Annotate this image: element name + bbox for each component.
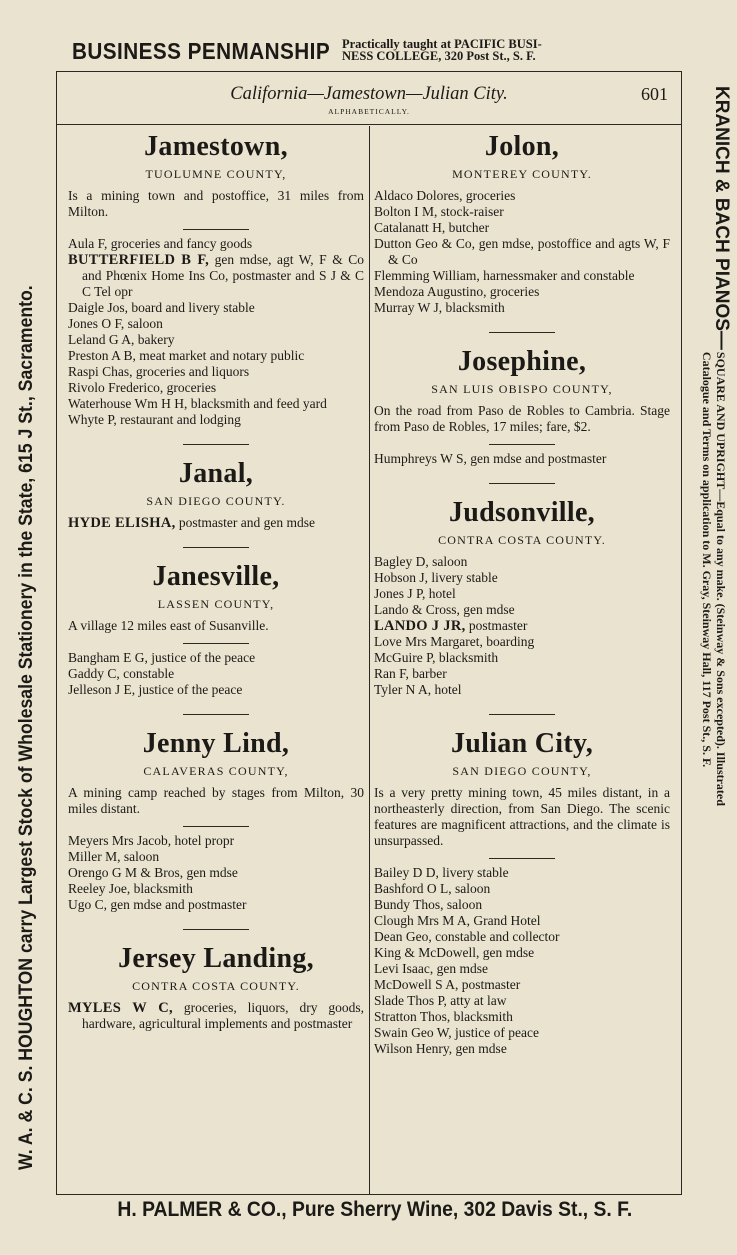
entry-text: Gaddy C, constable (68, 666, 175, 681)
directory-entry (374, 1041, 670, 1057)
top-ad-detail-line: Practically taught at PACIFIC BUSI- (342, 37, 542, 51)
county-name: CONTRA COSTA COUNTY. (438, 533, 606, 547)
bottom-advertisement (60, 1198, 690, 1222)
entry-name-bold: BUTTERFIELD B F, (68, 252, 210, 268)
directory-entry (374, 220, 670, 236)
directory-entry (68, 316, 364, 332)
directory-entry (68, 881, 364, 897)
entry-text: postmaster and gen mdse (175, 515, 316, 530)
directory-entry (374, 586, 670, 602)
county-name: SAN DIEGO COUNTY. (146, 494, 286, 508)
directory-entry (68, 412, 364, 428)
entry-text: Humphreys W S, gen mdse and postmaster (374, 451, 607, 466)
short-divider (183, 643, 249, 644)
town-section (68, 444, 364, 531)
entry-text: Miller M, saloon (68, 849, 160, 864)
entry-text: Waterhouse Wm H H, blacksmith and feed yard (68, 396, 327, 411)
town-name: Julian City, (450, 728, 594, 759)
directory-list (68, 833, 364, 913)
directory-entry (68, 332, 364, 348)
top-ad-detail-line: NESS COLLEGE, 320 Post St., S. F. (342, 49, 536, 63)
entry-text: King & McDowell, gen mdse (374, 945, 535, 960)
entry-text: McGuire P, blacksmith (374, 650, 499, 665)
entry-name-bold: HYDE ELISHA, (68, 515, 176, 531)
entry-text: Daigle Jos, board and livery stable (68, 300, 255, 315)
section-divider (489, 483, 555, 484)
directory-entry (68, 364, 364, 380)
entry-text: Bolton I M, stock-raiser (374, 204, 504, 219)
section-divider (489, 714, 555, 715)
short-divider (183, 229, 249, 230)
town-description: A mining camp reached by stages from Milton, 30 miles distant. (68, 785, 364, 816)
entry-text: postmaster (465, 618, 528, 633)
entry-text: Clough Mrs M A, Grand Hotel (374, 913, 541, 928)
right-margin-description (700, 352, 730, 806)
entry-text: Bundy Thos, saloon (374, 897, 483, 912)
entry-text: groceries, liquors, dry goods, hardware, agricultural implements and postmaster (82, 1000, 364, 1031)
entry-text: Aula F, groceries and fancy goods (68, 236, 253, 251)
entry-text: Swain Geo W, justice of peace (374, 1025, 539, 1040)
entry-text: Levi Isaac, gen mdse (374, 961, 488, 976)
town-description: Is a very pretty mining town, 45 miles distant, in a northeasterly direction, from San Diego. The scenic features are magnificent attractions, and the climate is unsurpassed. (374, 785, 670, 848)
town-name: Janal, (178, 458, 254, 489)
directory-entry (374, 865, 670, 881)
entry-text: Slade Thos P, atty at law (374, 993, 507, 1008)
top-advertisement (72, 34, 682, 68)
entry-text: Bagley D, saloon (374, 554, 468, 569)
section-divider (183, 444, 249, 445)
town-section (68, 130, 364, 428)
directory-list (374, 188, 670, 316)
directory-entry (374, 666, 670, 682)
entry-text: Dean Geo, constable and collector (374, 929, 560, 944)
entry-text: Jones O F, saloon (68, 316, 163, 331)
entry-text: McDowell S A, postmaster (374, 977, 521, 992)
directory-entry (68, 897, 364, 913)
entry-text: Tyler N A, hotel (374, 682, 462, 697)
town-description: Is a mining town and postoffice, 31 miles from Milton. (68, 188, 364, 219)
directory-entry (374, 236, 670, 268)
right-column (374, 130, 670, 1057)
directory-list (374, 554, 670, 698)
town-section (68, 547, 364, 698)
directory-entry (68, 865, 364, 881)
directory-entry (374, 1009, 670, 1025)
directory-entry (374, 618, 670, 634)
right-margin-line: Catalogue and Terms on application to M. Gray, Steinway Hall, 117 Post St., S. F. (700, 351, 714, 768)
town-name: Jamestown, (144, 131, 288, 162)
county-name: CONTRA COSTA COUNTY. (132, 979, 300, 993)
directory-entry (68, 833, 364, 849)
left-column (68, 130, 364, 1032)
entry-text: Meyers Mrs Jacob, hotel propr (68, 833, 235, 848)
entry-text: Aldaco Dolores, groceries (374, 188, 516, 203)
directory-entry (374, 602, 670, 618)
directory-entry (374, 977, 670, 993)
top-ad-headline: BUSINESS PENMANSHIP (72, 37, 331, 64)
right-margin-brand: KRANICH & BACH PIANOS— (711, 86, 732, 350)
town-name: Jersey Landing, (118, 943, 314, 974)
directory-entry (374, 682, 670, 698)
running-head (56, 84, 682, 124)
directory-entry (374, 554, 670, 570)
directory-entry (374, 650, 670, 666)
town-name: Jolon, (484, 131, 560, 162)
directory-entry (68, 252, 364, 300)
entry-text: Wilson Henry, gen mdse (374, 1041, 507, 1056)
right-margin-advertisement (686, 86, 730, 1176)
entry-text: Lando & Cross, gen mdse (374, 602, 515, 617)
directory-entry (374, 881, 670, 897)
directory-entry (374, 913, 670, 929)
entry-text: Preston A B, meat market and notary public (68, 348, 305, 363)
directory-entry (374, 929, 670, 945)
entry-text: Whyte P, restaurant and lodging (68, 412, 241, 427)
directory-entry (374, 993, 670, 1009)
county-name: SAN LUIS OBISPO COUNTY, (431, 382, 613, 396)
directory-entry (374, 188, 670, 204)
short-divider (489, 858, 555, 859)
entry-text: Rivolo Frederico, groceries (68, 380, 217, 395)
town-description: A village 12 miles east of Susanville. (68, 618, 269, 633)
town-name: Josephine, (457, 346, 587, 377)
directory-entry (374, 1025, 670, 1041)
entry-text: Reeley Joe, blacksmith (68, 881, 193, 896)
entry-name-bold: MYLES W C, (68, 1000, 173, 1016)
directory-entry (68, 236, 364, 252)
town-section (374, 714, 670, 1057)
column-divider (369, 126, 370, 1194)
directory-entry (68, 1000, 364, 1032)
directory-list (374, 451, 670, 467)
directory-entry (68, 666, 364, 682)
directory-entry (374, 897, 670, 913)
town-section (68, 714, 364, 913)
directory-list (68, 1000, 364, 1032)
directory-entry (374, 284, 670, 300)
running-head-title: California—Jamestown—Julian City. (230, 84, 508, 104)
directory-entry (68, 348, 364, 364)
entry-text: Jelleson J E, justice of the peace (68, 682, 243, 697)
county-name: TUOLUMNE COUNTY, (145, 167, 287, 181)
directory-entry (374, 945, 670, 961)
directory-list (374, 865, 670, 1057)
entry-text: Raspi Chas, groceries and liquors (68, 364, 250, 379)
directory-list (68, 650, 364, 698)
directory-entry (68, 515, 364, 531)
directory-entry (374, 300, 670, 316)
entry-text: gen mdse, agt W, F & Co and Phœnix Home Ins Co, postmaster and S J & C C Tel opr (82, 252, 364, 299)
entry-text: Jones J P, hotel (374, 586, 456, 601)
running-head-subtitle: ALPHABETICALLY. (328, 107, 410, 116)
entry-text: Stratton Thos, blacksmith (374, 1009, 513, 1024)
directory-entry (68, 380, 364, 396)
bottom-ad-text: H. PALMER & CO., Pure Sherry Wine, 302 Davis St., S. F. (117, 1198, 633, 1221)
county-name: CALAVERAS COUNTY, (143, 764, 289, 778)
directory-entry (68, 396, 364, 412)
directory-list (68, 515, 364, 531)
directory-entry (374, 961, 670, 977)
directory-entry (374, 634, 670, 650)
entry-text: Murray W J, blacksmith (374, 300, 505, 315)
entry-text: Catalanatt H, butcher (374, 220, 490, 235)
town-section (68, 929, 364, 1032)
entry-text: Bangham E G, justice of the peace (68, 650, 256, 665)
town-name: Janesville, (152, 561, 280, 592)
entry-text: Flemming William, harnessmaker and constable (374, 268, 635, 283)
entry-text: Mendoza Augustino, groceries (374, 284, 540, 299)
entry-text: Orengo G M & Bros, gen mdse (68, 865, 238, 880)
town-name: Jenny Lind, (142, 728, 290, 759)
page-number: 601 (641, 84, 668, 104)
right-margin-line: SQUARE AND UPRIGHT—Equal to any make. (Steinway & Sons excepted). Illustrated (714, 351, 728, 806)
section-divider (183, 547, 249, 548)
town-name: Judsonville, (449, 497, 595, 528)
directory-entry (374, 204, 670, 220)
top-ad-detail (342, 38, 542, 62)
directory-list (68, 236, 364, 428)
directory-entry (374, 268, 670, 284)
entry-text: Ugo C, gen mdse and postmaster (68, 897, 247, 912)
directory-entry (374, 570, 670, 586)
directory-entry (68, 300, 364, 316)
town-section (374, 130, 670, 316)
town-description: On the road from Paso de Robles to Cambria. Stage from Paso de Robles, 17 miles; fare, $2. (374, 403, 670, 434)
header-rule (56, 124, 682, 125)
county-name: SAN DIEGO COUNTY, (452, 764, 592, 778)
entry-text: Dutton Geo & Co, gen mdse, postoffice and agts W, F & Co (374, 236, 670, 267)
left-margin-advertisement (10, 70, 44, 1170)
county-name: LASSEN COUNTY, (157, 597, 275, 611)
directory-entry (68, 650, 364, 666)
entry-text: Ran F, barber (374, 666, 447, 681)
directory-entry (68, 849, 364, 865)
county-name: MONTEREY COUNTY. (452, 167, 592, 181)
entry-text: Hobson J, livery stable (374, 570, 498, 585)
section-divider (183, 929, 249, 930)
left-margin-text: W. A. & C. S. HOUGHTON carry Largest Stock of Wholesale Stationery in the State, 615 J St., Sacramento. (16, 285, 37, 1170)
entry-text: Bashford O L, saloon (374, 881, 491, 896)
entry-text: Bailey D D, livery stable (374, 865, 509, 880)
directory-entry (374, 451, 670, 467)
entry-text: Leland G A, bakery (68, 332, 175, 347)
section-divider (183, 714, 249, 715)
entry-name-bold: LANDO J JR, (374, 618, 466, 634)
short-divider (183, 826, 249, 827)
section-divider (489, 332, 555, 333)
entry-text: Love Mrs Margaret, boarding (374, 634, 535, 649)
short-divider (489, 444, 555, 445)
town-section (374, 332, 670, 467)
directory-entry (68, 682, 364, 698)
town-section (374, 483, 670, 698)
